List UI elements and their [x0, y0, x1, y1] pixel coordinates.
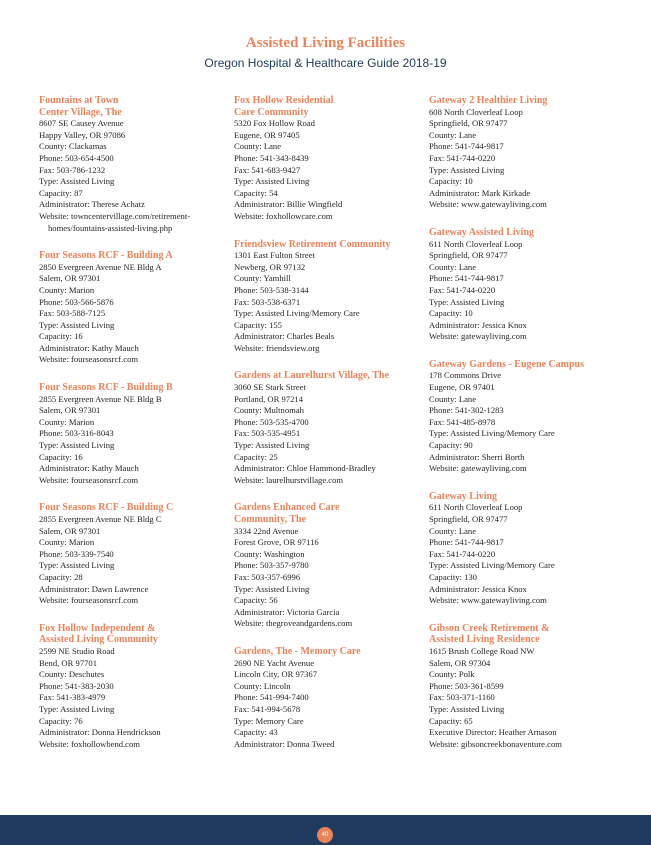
facility-address: 5320 Fox Hollow Road — [234, 118, 315, 129]
facility-type: Type: Assisted Living — [429, 164, 505, 175]
facility-entry — [429, 359, 625, 475]
facility-type: Type: Assisted Living — [39, 440, 115, 451]
facility-name: Gateway Living — [429, 490, 498, 502]
facility-detail: Administrator: Victoria Garcia — [234, 606, 340, 617]
facility-type: Type: Assisted Living — [429, 296, 505, 307]
facility-address: 608 North Cloverleaf Loop — [429, 106, 523, 117]
facility-city: Eugene, OR 97405 — [234, 129, 300, 140]
facility-county: County: Polk — [429, 669, 475, 680]
facility-type: Type: Assisted Living — [234, 440, 310, 451]
facility-entry — [234, 370, 430, 486]
facility-type: Type: Assisted Living — [39, 319, 115, 330]
facility-county: County: Marion — [39, 284, 95, 295]
facility-detail: Administrator: Donna Tweed — [234, 738, 335, 749]
facility-city: Eugene, OR 97401 — [429, 382, 495, 393]
facility-phone: Phone: 541-343-8439 — [234, 152, 309, 163]
column-1 — [39, 95, 235, 766]
facility-county: County: Lincoln — [234, 680, 291, 691]
facility-address: 3334 22nd Avenue — [234, 525, 299, 536]
facility-website: Website: friendsview.org — [234, 342, 320, 353]
facility-website: Website: towncentervillage.com/retirement- — [39, 210, 191, 221]
facility-name: Gateway 2 Healthier Living — [429, 95, 548, 106]
facility-capacity: Capacity: 155 — [234, 319, 282, 330]
facility-type: Type: Assisted Living — [429, 703, 505, 714]
facility-fax: Fax: 541-744-0220 — [429, 548, 496, 559]
facility-city: Salem, OR 97301 — [39, 273, 101, 284]
facility-detail: Administrator: Charles Beals — [234, 331, 335, 342]
facility-entry — [429, 227, 625, 343]
column-2 — [234, 95, 430, 766]
facility-city: Bend, OR 97701 — [39, 657, 98, 668]
facility-fax: Fax: 541-744-0220 — [429, 284, 496, 295]
facility-phone: Phone: 503-357-9780 — [234, 560, 309, 571]
facility-phone: Phone: 541-383-2030 — [39, 680, 114, 691]
facility-detail: homes/fountains-assisted-living.php — [48, 222, 173, 233]
facility-detail: Executive Director: Heather Arnason — [429, 727, 557, 738]
facility-capacity: Capacity: 10 — [429, 176, 473, 187]
facility-capacity: Capacity: 65 — [429, 715, 473, 726]
facility-type: Type: Assisted Living — [234, 583, 310, 594]
facility-city: Salem, OR 97301 — [39, 525, 101, 536]
facility-fax: Fax: 503-535-4951 — [234, 428, 301, 439]
facility-detail: Administrator: Dawn Lawrence — [39, 583, 149, 594]
facility-detail: Administrator: Therese Achatz — [39, 199, 145, 210]
facility-phone: Phone: 503-316-8043 — [39, 428, 114, 439]
facility-name: Gardens Enhanced Care Community, The — [234, 502, 340, 525]
facility-county: County: Deschutes — [39, 669, 105, 680]
column-3 — [429, 95, 625, 766]
facility-county: County: Lane — [429, 525, 477, 536]
facility-phone: Phone: 503-566-5876 — [39, 296, 114, 307]
facility-county: County: Multnomah — [234, 405, 304, 416]
facility-website: Website: www.gatewayliving.com — [429, 199, 547, 210]
page-title: Assisted Living Facilities — [245, 35, 406, 51]
page-header — [0, 34, 651, 71]
facility-name: Four Seasons RCF - Building A — [39, 250, 173, 262]
facility-type: Type: Assisted Living/Memory Care — [429, 428, 555, 439]
facility-type: Type: Memory Care — [234, 715, 304, 726]
facility-city: Springfield, OR 97477 — [429, 118, 508, 129]
facility-detail: Administrator: Donna Hendrickson — [39, 727, 161, 738]
facility-county: County: Washington — [234, 548, 305, 559]
facility-name: Gardens, The - Memory Care — [234, 645, 361, 657]
facility-address: 1301 East Fulton Street — [234, 250, 315, 261]
facility-name: Fox Hollow Independent & Assisted Living Community — [39, 622, 158, 646]
facility-entry — [39, 250, 235, 366]
facility-fax: Fax: 541-744-0220 — [429, 152, 496, 163]
facility-address: 2690 NE Yacht Avenue — [234, 657, 315, 668]
facility-website: Website: laurelhurstvillage.com — [234, 474, 344, 485]
facility-name: Gateway Assisted Living — [429, 226, 535, 238]
facility-website: Website: fourseasonsrcf.com — [39, 354, 139, 365]
facility-phone: Phone: 541-744-9817 — [429, 537, 504, 548]
facility-type: Type: Assisted Living — [39, 703, 115, 714]
facility-address: 2599 NE Studio Road — [39, 645, 115, 656]
facility-entry — [39, 95, 235, 234]
facility-detail: Administrator: Kathy Mauch — [39, 463, 139, 474]
facility-website: Website: gibsoncreekbonaventure.com — [429, 738, 562, 749]
facility-city: Forest Grove, OR 97116 — [234, 537, 319, 548]
facility-capacity: Capacity: 76 — [39, 715, 83, 726]
facility-address: 2850 Evergreen Avenue NE Bldg A — [39, 261, 162, 272]
facility-county: County: Lane — [429, 129, 477, 140]
facility-entry — [234, 95, 430, 223]
facility-capacity: Capacity: 87 — [39, 187, 83, 198]
facility-address: 2855 Evergreen Avenue NE Bldg C — [39, 514, 162, 524]
facility-city: Portland, OR 97214 — [234, 393, 303, 404]
facility-fax: Fax: 541-994-5678 — [234, 703, 301, 714]
facility-city: Happy Valley, OR 97086 — [39, 129, 126, 140]
facility-fax: Fax: 541-485-8978 — [429, 416, 496, 427]
facility-entry — [234, 502, 430, 630]
facility-name: Gardens at Laurelhurst Village, The — [234, 370, 389, 382]
facility-fax: Fax: 503-357-6996 — [234, 571, 301, 582]
facility-city: Springfield, OR 97477 — [429, 250, 508, 261]
facility-name: Fountains at Town Center Village, The — [39, 95, 122, 118]
facility-county: County: Lane — [429, 393, 477, 404]
facility-phone: Phone: 541-994-7400 — [234, 692, 309, 703]
facility-capacity: Capacity: 10 — [429, 308, 473, 319]
facility-capacity: Capacity: 130 — [429, 571, 477, 582]
facility-county: County: Lane — [429, 261, 477, 272]
facility-name: Four Seasons RCF - Building C — [39, 502, 174, 514]
facility-city: Lincoln City, OR 97367 — [234, 669, 317, 680]
facility-city: Newberg, OR 97132 — [234, 261, 306, 272]
facility-address: 8607 SE Causey Avenue — [39, 118, 124, 129]
facility-county: County: Lane — [234, 141, 282, 152]
facility-capacity: Capacity: 16 — [39, 331, 83, 342]
facility-entry — [234, 239, 430, 355]
facility-entry — [234, 646, 430, 750]
facility-detail: Administrator: Kathy Mauch — [39, 342, 139, 353]
facility-type: Type: Assisted Living/Memory Care — [234, 308, 360, 319]
facility-capacity: Capacity: 25 — [234, 451, 278, 462]
facility-website: Website: foxhollowcare.com — [234, 210, 333, 221]
facility-phone: Phone: 503-361-8599 — [429, 680, 504, 691]
facility-city: Springfield, OR 97477 — [429, 514, 508, 524]
facility-website: Website: gatewayliving.com — [429, 463, 527, 474]
facility-address: 611 North Cloverleaf Loop — [429, 238, 523, 249]
facility-name: Gibson Creek Retirement & Assisted Living Residence — [429, 622, 550, 646]
facility-entry — [429, 491, 625, 607]
facility-detail: Administrator: Chloe Hammond-Bradley — [234, 463, 376, 474]
facility-capacity: Capacity: 28 — [39, 571, 83, 582]
page-subtitle: Oregon Hospital & Healthcare Guide 2018-19 — [204, 56, 447, 70]
page-number-badge: 40 — [317, 827, 333, 843]
facility-fax: Fax: 503-538-6371 — [234, 296, 301, 307]
facility-name: Gateway Gardens - Eugene Campus — [429, 358, 585, 370]
facility-type: Type: Assisted Living — [39, 176, 115, 187]
facility-entry — [39, 382, 235, 486]
facility-website: Website: foxhollowbend.com — [39, 738, 140, 749]
facility-website: Website: gatewayliving.com — [429, 331, 527, 342]
facility-address: 178 Commons Drive — [429, 370, 502, 381]
facility-capacity: Capacity: 56 — [234, 595, 278, 606]
facility-phone: Phone: 541-302-1283 — [429, 405, 504, 416]
facility-address: 1615 Brush College Road NW — [429, 645, 535, 656]
facility-type: Type: Assisted Living/Memory Care — [429, 560, 555, 571]
facility-county: County: Yamhill — [234, 273, 291, 284]
facility-website: Website: www.gatewayliving.com — [429, 595, 547, 606]
facility-entry — [429, 95, 625, 211]
facility-fax: Fax: 503-786-1232 — [39, 164, 106, 175]
facility-detail: Administrator: Sherri Borth — [429, 451, 525, 462]
facility-entry — [39, 623, 235, 751]
facility-entry — [39, 502, 235, 606]
facility-capacity: Capacity: 54 — [234, 187, 278, 198]
facility-fax: Fax: 503-371-1160 — [429, 692, 495, 703]
facility-website: Website: thegroveandgardens.com — [234, 618, 353, 629]
facility-phone: Phone: 503-654-4500 — [39, 152, 114, 163]
facility-capacity: Capacity: 90 — [429, 440, 473, 451]
facility-phone: Phone: 503-339-7540 — [39, 548, 114, 559]
facility-city: Salem, OR 97304 — [429, 657, 491, 668]
facility-detail: Administrator: Mark Kirkade — [429, 187, 531, 198]
facility-address: 2855 Evergreen Avenue NE Bldg B — [39, 393, 162, 404]
facility-name: Fox Hollow Residential Care Community — [234, 95, 334, 118]
facility-detail: Administrator: Billie Wingfield — [234, 199, 343, 210]
facility-type: Type: Assisted Living — [39, 560, 115, 571]
facility-type: Type: Assisted Living — [234, 176, 310, 187]
facility-county: County: Marion — [39, 416, 95, 427]
facility-city: Salem, OR 97301 — [39, 405, 101, 416]
facility-detail: Administrator: Jessica Knox — [429, 319, 527, 330]
facility-entry — [429, 623, 625, 751]
facility-address: 611 North Cloverleaf Loop — [429, 502, 523, 513]
facility-name: Four Seasons RCF - Building B — [39, 382, 173, 394]
facility-fax: Fax: 541-383-4979 — [39, 692, 106, 703]
facility-fax: Fax: 503-588-7125 — [39, 308, 106, 319]
facility-county: County: Marion — [39, 537, 95, 548]
facility-address: 3060 SE Stark Street — [234, 382, 306, 393]
facility-phone: Phone: 503-535-4700 — [234, 416, 309, 427]
facility-phone: Phone: 541-744-9817 — [429, 273, 504, 284]
facility-name: Friendsview Retirement Community — [234, 238, 391, 250]
facility-fax: Fax: 541-683-9427 — [234, 164, 301, 175]
facility-detail: Administrator: Jessica Knox — [429, 583, 527, 594]
facility-capacity: Capacity: 43 — [234, 727, 278, 738]
facility-website: Website: fourseasonsrcf.com — [39, 474, 139, 485]
facility-capacity: Capacity: 16 — [39, 451, 83, 462]
facility-phone: Phone: 541-744-9817 — [429, 141, 504, 152]
facility-website: Website: fourseasonsrcf.com — [39, 595, 139, 606]
facility-county: County: Clackamas — [39, 141, 107, 152]
facility-phone: Phone: 503-538-3144 — [234, 284, 309, 295]
